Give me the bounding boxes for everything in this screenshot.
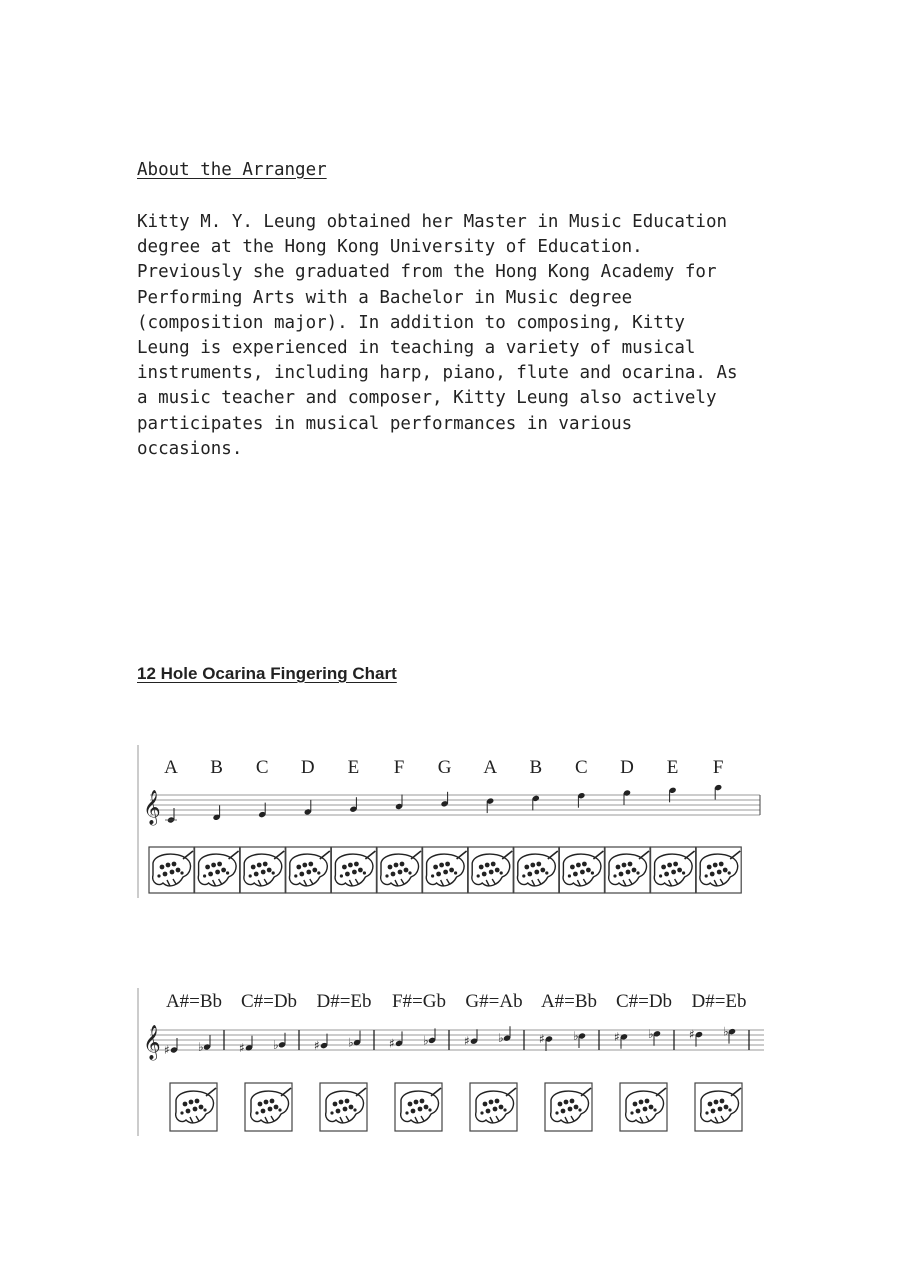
treble-clef: 𝄞 bbox=[143, 790, 161, 825]
flat-sign: ♭ bbox=[273, 1037, 279, 1052]
flat-sign: ♭ bbox=[648, 1026, 654, 1041]
bio-line: (composition major). In addition to composing, Kitty bbox=[137, 312, 685, 333]
note-label: D bbox=[620, 757, 634, 778]
note-label: D#=Eb bbox=[316, 991, 372, 1012]
sharp-sign: ♯ bbox=[389, 1036, 395, 1051]
bio-line: occasions. bbox=[137, 438, 243, 459]
note-label: F#=Gb bbox=[391, 991, 447, 1012]
flat-sign: ♭ bbox=[573, 1029, 579, 1043]
bio-line: Kitty M. Y. Leung obtained her Master in Music Education bbox=[137, 212, 728, 232]
sharp-sign: ♯ bbox=[614, 1029, 620, 1044]
flat-sign: ♭ bbox=[723, 1024, 729, 1039]
bio-line: Performing Arts with a Bachelor in Music degree bbox=[137, 287, 633, 308]
note-label: E bbox=[666, 757, 679, 778]
note-label: F bbox=[712, 757, 724, 778]
note-label: D bbox=[300, 757, 315, 778]
note-label: E bbox=[347, 757, 360, 778]
flat-sign: ♭ bbox=[423, 1033, 429, 1048]
sharp-sign: ♯ bbox=[239, 1040, 245, 1055]
sharp-sign: ♯ bbox=[314, 1038, 320, 1053]
bio-line: degree at the Hong Kong University of Education. bbox=[137, 237, 643, 258]
note-label: G#=Ab bbox=[465, 991, 523, 1012]
note-label: G bbox=[437, 757, 452, 778]
bio-line: Leung is experienced in teaching a variety of musical bbox=[137, 338, 696, 359]
bio-line: a music teacher and composer, Kitty Leung also actively bbox=[137, 388, 717, 409]
note-label: B bbox=[210, 757, 223, 778]
sharp-sign: ♯ bbox=[689, 1027, 695, 1042]
sharp-sign: ♯ bbox=[539, 1032, 545, 1046]
note-label: F bbox=[393, 757, 405, 778]
note-label: A#=Bb bbox=[165, 991, 223, 1012]
sharp-sign: ♯ bbox=[164, 1043, 170, 1057]
note-label: C#=Db bbox=[615, 991, 673, 1012]
chart-title: 12 Hole Ocarina Fingering Chart bbox=[137, 664, 397, 683]
flat-sign: ♭ bbox=[498, 1031, 504, 1046]
note-label: C bbox=[255, 757, 269, 778]
note-label: A bbox=[164, 757, 178, 778]
bio-line: participates in musical performances in various bbox=[137, 413, 633, 434]
note-label: A bbox=[483, 757, 498, 778]
note-label: D#=Eb bbox=[691, 991, 747, 1012]
sharp-sign: ♯ bbox=[464, 1034, 470, 1049]
treble-clef: 𝄞 bbox=[143, 1025, 161, 1060]
about-heading: About the Arranger bbox=[137, 160, 327, 180]
flat-sign: ♭ bbox=[348, 1035, 354, 1050]
note-label: C#=Db bbox=[240, 991, 298, 1012]
bio-line: instruments, including harp, piano, flute and ocarina. As bbox=[137, 363, 738, 384]
note-label: A#=Bb bbox=[540, 991, 598, 1012]
note-label: B bbox=[529, 757, 543, 778]
flat-sign: ♭ bbox=[198, 1040, 204, 1054]
note-label: C bbox=[575, 757, 588, 778]
bio-line: Previously she graduated from the Hong Kong Academy for bbox=[137, 262, 717, 283]
